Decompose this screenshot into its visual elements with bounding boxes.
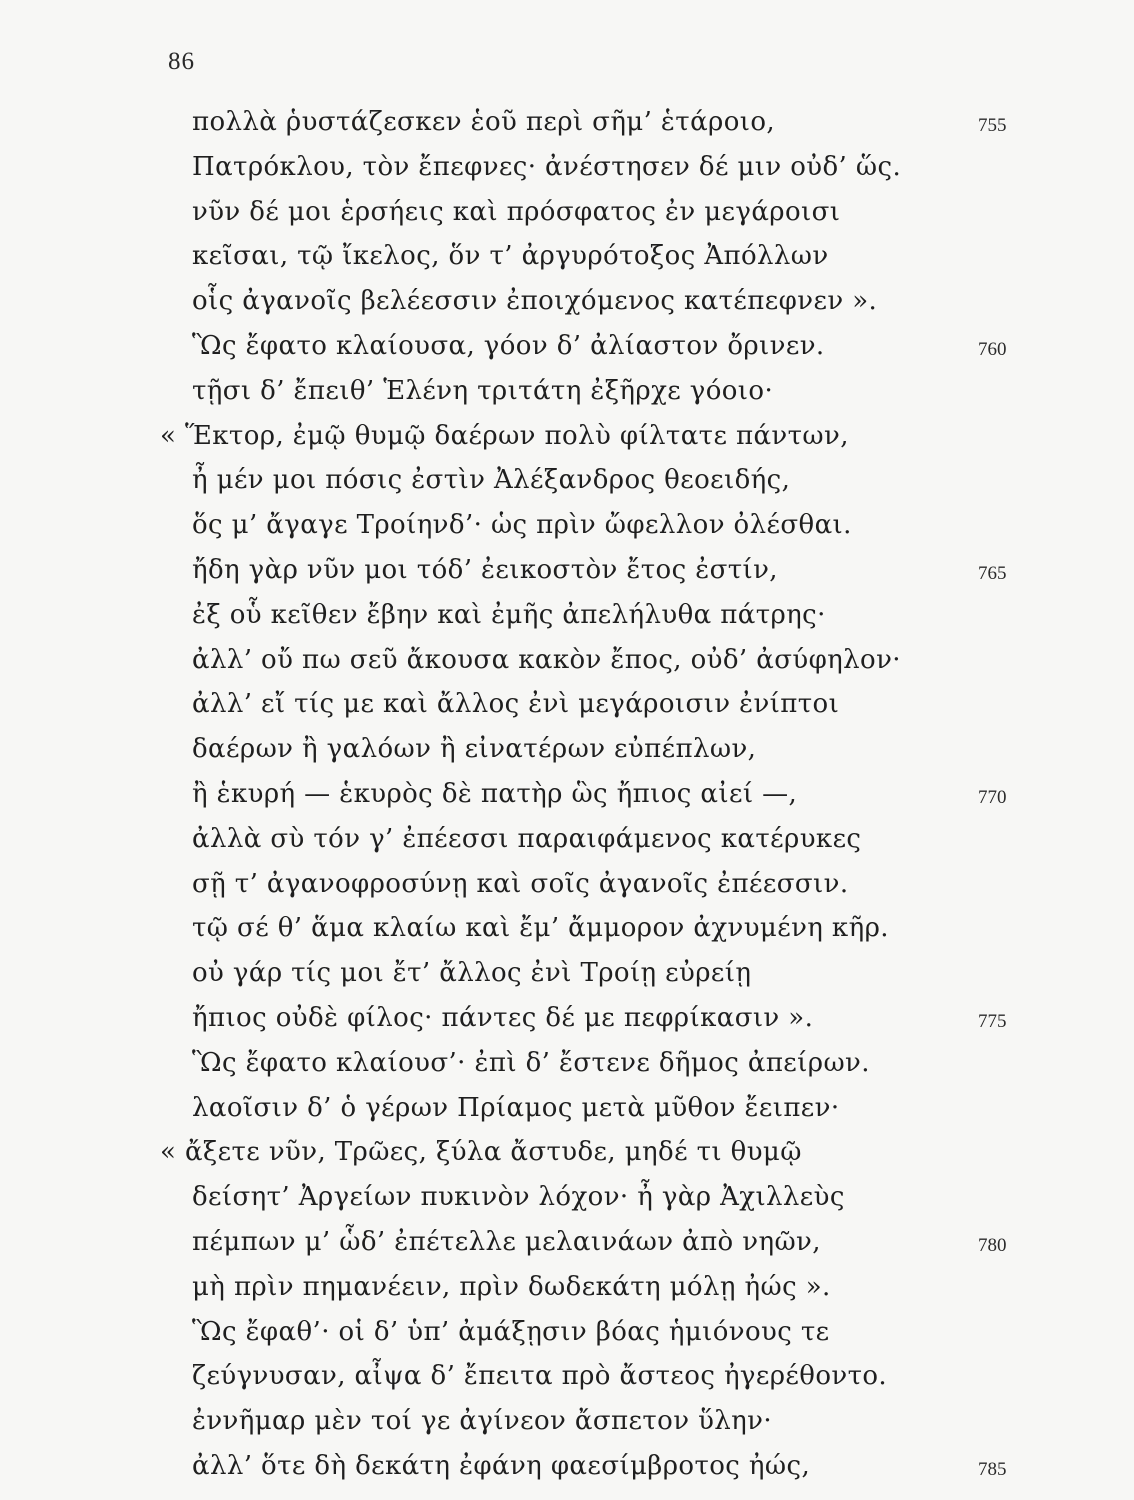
verse-text: σῇ τ’ ἀγανοφροσύνῃ καὶ σοῖς ἀγανοῖς ἐπέεσσιν. — [192, 868, 849, 899]
verse-text: ἀλλ’ εἴ τίς με καὶ ἄλλος ἐνὶ μεγάροισιν ἐνίπτοι — [192, 689, 840, 720]
line-number: 780 — [978, 1234, 1007, 1256]
verse-text: δείσητ’ Ἀργείων πυκινὸν λόχον· ἦ γὰρ Ἀχιλλεὺς — [192, 1182, 845, 1213]
verse-text: Ὣς ἔφατο κλαίουσα, γόον δ’ ἀλίαστον ὄρινεν. — [192, 330, 825, 361]
verse-text: « ἄξετε νῦν, Τρῶες, ξύλα ἄστυδε, μηδέ τι θυμῷ — [160, 1137, 802, 1168]
verse-text: ζεύγνυσαν, αἶψα δ’ ἔπειτα πρὸ ἄστεος ἠγερέθοντο. — [192, 1361, 888, 1392]
verse-text: οὐ γάρ τίς μοι ἔτ’ ἄλλος ἐνὶ Τροίῃ εὐρείῃ — [192, 958, 752, 989]
verse-text: τῷ σέ θ’ ἅμα κλαίω καὶ ἔμ’ ἄμμορον ἀχνυμένη κῆρ. — [192, 913, 889, 944]
verse-line — [0, 1041, 1134, 1086]
verse-line — [0, 951, 1134, 996]
verse-line — [0, 503, 1134, 548]
verse-text: ἐξ οὗ κεῖθεν ἔβην καὶ ἐμῆς ἀπελήλυθα πάτρης· — [192, 599, 826, 630]
line-number: 775 — [978, 1010, 1007, 1032]
verse-line — [0, 772, 1134, 817]
verse-line — [0, 996, 1134, 1041]
verse-text: μὴ πρὶν πημανέειν, πρὶν δωδεκάτη μόλῃ ἠώς ». — [192, 1271, 831, 1302]
verse-text: ἀλλὰ σὺ τόν γ’ ἐπέεσσι παραιφάμενος κατέρυκες — [192, 823, 862, 854]
line-number: 785 — [978, 1458, 1007, 1480]
verse-text: Ὣς ἔφατο κλαίουσ’· ἐπὶ δ’ ἔστενε δῆμος ἀπείρων. — [192, 1047, 870, 1078]
line-number: 770 — [978, 786, 1007, 808]
verse-line — [0, 324, 1134, 369]
verse-line — [0, 458, 1134, 503]
verse-text: Ὣς ἔφαθ’· οἱ δ’ ὑπ’ ἀμάξῃσιν βόας ἡμιόνους τε — [192, 1316, 830, 1347]
line-number: 765 — [978, 562, 1007, 584]
verse-line — [0, 1354, 1134, 1399]
verse-line — [0, 727, 1134, 772]
verse-line — [0, 414, 1134, 459]
line-number: 760 — [978, 338, 1007, 360]
verse-line — [0, 906, 1134, 951]
verse-text: ἀλλ’ ὅτε δὴ δεκάτη ἐφάνη φαεσίμβροτος ἠώς, — [192, 1450, 811, 1481]
verse-text: λαοῖσιν δ’ ὁ γέρων Πρίαμος μετὰ μῦθον ἔειπεν· — [192, 1092, 840, 1123]
page-number: 86 — [168, 48, 195, 75]
verse-text: « Ἕκτορ, ἐμῷ θυμῷ δαέρων πολὺ φίλτατε πάντων, — [160, 420, 849, 451]
verse-text: πολλὰ ῥυστάζεσκεν ἑοῦ περὶ σῆμ’ ἑτάροιο, — [192, 107, 776, 137]
verse-text: οἷς ἀγανοῖς βελέεσσιν ἐποιχόμενος κατέπεφνεν ». — [192, 286, 878, 317]
verse-line — [0, 638, 1134, 683]
verse-text: τῇσι δ’ ἔπειθ’ Ἑλένη τριτάτη ἐξῆρχε γόοιο· — [192, 375, 774, 406]
verse-line — [0, 682, 1134, 727]
verse-text: ἀλλ’ οὔ πω σεῦ ἄκουσα κακὸν ἔπος, οὐδ’ ἀσύφηλον· — [192, 644, 901, 675]
verse-line — [0, 190, 1134, 235]
verse-text: ὅς μ’ ἄγαγε Τροίηνδ’· ὡς πρὶν ὤφελλον ὀλέσθαι. — [192, 510, 852, 541]
verse-line — [0, 1444, 1134, 1489]
verse-text: κεῖσαι, τῷ ἴκελος, ὅν τ’ ἀργυρότοξος Ἀπόλλων — [192, 241, 829, 272]
verse-text: νῦν δέ μοι ἑρσήεις καὶ πρόσφατος ἐν μεγάροισι — [192, 196, 841, 227]
verse-line — [0, 1265, 1134, 1310]
verse-line — [0, 145, 1134, 190]
verse-line — [0, 593, 1134, 638]
verse-text: δαέρων ἢ γαλόων ἢ εἰνατέρων εὐπέπλων, — [192, 734, 757, 765]
verse-text: ἦ μέν μοι πόσις ἐστὶν Ἀλέξανδρος θεοειδής, — [192, 465, 791, 496]
verse-text: πέμπων μ’ ὧδ’ ἐπέτελλε μελαινάων ἀπὸ νηῶν, — [192, 1226, 821, 1257]
verse-text: ἢ ἑκυρή — ἑκυρὸς δὲ πατὴρ ὣς ἤπιος αἰεί —, — [192, 778, 798, 809]
verse-line — [0, 1310, 1134, 1355]
verse-line — [0, 1220, 1134, 1265]
verse-line — [0, 548, 1134, 593]
verse-text: Πατρόκλου, τὸν ἔπεφνες· ἀνέστησεν δέ μιν οὐδ’ ὥς. — [192, 151, 902, 182]
verse-line — [0, 369, 1134, 414]
verse-text: ἐννῆμαρ μὲν τοί γε ἀγίνεον ἄσπετον ὕλην· — [192, 1406, 773, 1437]
verse-block — [0, 100, 1134, 1489]
verse-line — [0, 234, 1134, 279]
verse-line — [0, 100, 1134, 145]
verse-line — [0, 1130, 1134, 1175]
verse-line — [0, 862, 1134, 907]
verse-line — [0, 279, 1134, 324]
verse-line — [0, 1086, 1134, 1131]
line-number: 755 — [978, 115, 1007, 136]
verse-line — [0, 817, 1134, 862]
verse-text: ἤπιος οὐδὲ φίλος· πάντες δέ με πεφρίκασιν ». — [192, 1002, 814, 1033]
verse-line — [0, 1175, 1134, 1220]
verse-text: ἤδη γὰρ νῦν μοι τόδ’ ἐεικοστὸν ἔτος ἐστίν, — [192, 554, 778, 585]
verse-line — [0, 1399, 1134, 1444]
